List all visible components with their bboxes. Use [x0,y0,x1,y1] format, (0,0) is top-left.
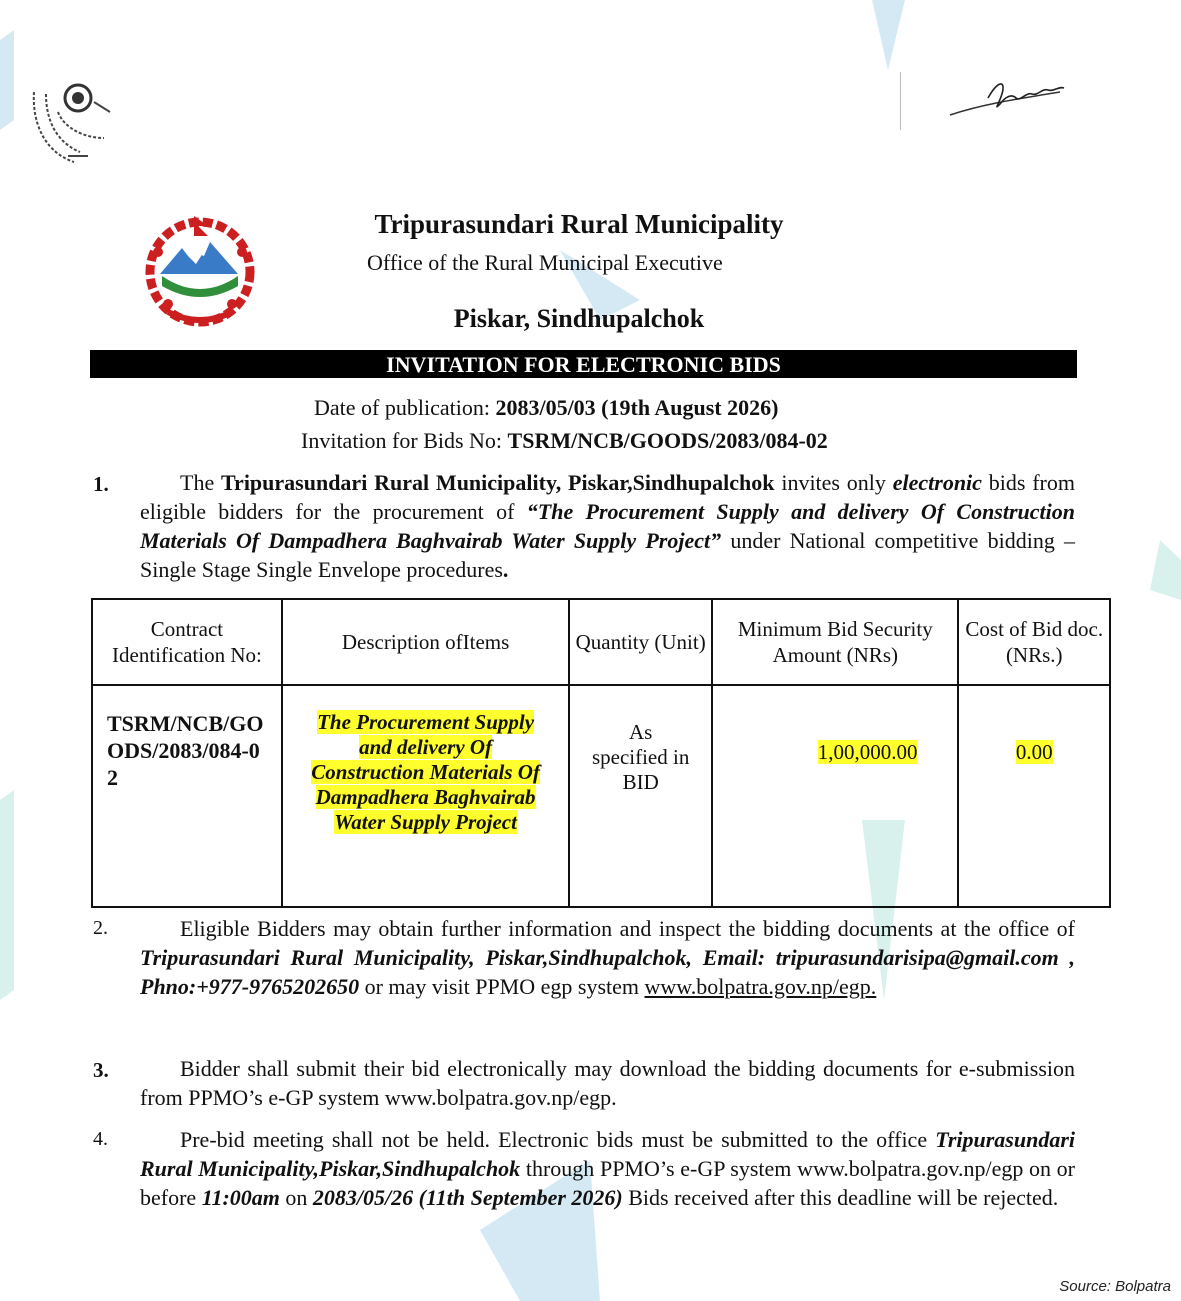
bid-table [91,598,1111,908]
bid-security-value: 1,00,000.00 [817,740,918,764]
paragraph-2 [140,914,1075,1001]
col-header-contract-id: Contract Identification No: [92,599,282,685]
para4-time: 11:00am [201,1185,280,1210]
col-header-description: Description ofItems [282,599,569,685]
invitation-banner: INVITATION FOR ELECTRONIC BIDS [90,350,1077,378]
para-number: 1. [93,472,109,496]
quantity-value: As specified in BID [591,720,690,794]
para1-electronic: electronic [892,470,982,495]
col-header-bid-security: Minimum Bid Security Amount (NRs) [712,599,958,685]
place-heading: Piskar, Sindhupalchok [453,304,705,333]
para2-contact: Tripurasundari Rural Municipality, Piskar,Sindhupalchok, Email: tripurasundarisipa@gmail.com , Phno:+977-9765202650 [140,945,1075,999]
cell-quantity [569,685,712,907]
paragraph-4 [140,1125,1075,1212]
para1-period: . [502,557,509,582]
source-credit: Source: Bolpatra [1059,1278,1171,1295]
para1-text: invites only [781,470,886,495]
table-header-row [92,599,1110,685]
bid-doc-cost-value: 0.00 [1015,740,1053,764]
ifb-number-value: TSRM/NCB/GOODS/2083/084-02 [507,428,828,453]
para-number: 4. [93,1128,108,1150]
publication-date-label: Date of publication: [314,395,490,420]
para2-text: or may visit PPMO egp system [364,974,640,999]
col-header-quantity: Quantity (Unit) [569,599,712,685]
para-number: 3. [93,1058,109,1082]
egp-link[interactable]: www.bolpatra.gov.np/egp. [644,974,877,999]
signature-mark [940,70,1070,130]
para4-text: through PPMO’s e-GP system www.bolpatra.gov.np/egp on or before [140,1156,1075,1210]
office-subtitle: Office of the Rural Municipal Executive [367,250,723,275]
para1-org: Tripurasundari Rural Municipality, Piskar,Sindhupalchok [221,470,775,495]
paragraph-1 [140,468,1075,584]
para4-deadline: 2083/05/26 (11th September 2026) [312,1185,623,1210]
para4-text: Pre-bid meeting shall not be held. Electronic bids must be submitted to the office [180,1127,928,1152]
para1-text: The [180,470,215,495]
para-number: 2. [93,917,108,939]
para2-text: Eligible Bidders may obtain further information and inspect the bidding documents at the office of [180,916,1075,941]
municipality-title: Tripurasundari Rural Municipality [374,209,784,239]
para3-text: Bidder shall submit their bid electronically may download the bidding documents for e-submission from PPMO’s e-GP system www.bolpatra.gov.np/egp. [140,1056,1075,1110]
paragraph-3 [140,1054,1075,1112]
col-header-bid-doc-cost: Cost of Bid doc. (NRs.) [958,599,1110,685]
para4-org: Tripurasundari Rural Municipality,Piskar,Sindhupalchok [140,1127,1076,1181]
description-value: The Procurement Supply and delivery Of Construction Materials Of Dampadhera Baghvairab Water Supply Project [311,710,540,834]
para1-project: “The Procurement Supply and delivery Of Construction Materials Of Dampadhera Baghvairab Water Supply Project” [140,499,1076,553]
publication-date-value: 2083/05/03 (19th August 2026) [495,395,779,420]
cell-bid-doc-cost [958,685,1110,907]
para4-text: Bids received after this deadline will be rejected. [628,1185,1059,1210]
contract-id-value: TSRM/NCB/GOODS/2083/084-02 [107,711,264,790]
publication-date [314,395,778,421]
ifb-number [301,428,828,454]
para1-text: bids from eligible bidders for the procurement of [140,470,1075,524]
table-row [92,685,1110,907]
cell-contract-id [92,685,282,907]
cell-bid-security [712,685,958,907]
divider-line [900,72,901,130]
office-stamp-seal [24,72,120,168]
para1-text: under National competitive bidding – Single Stage Single Envelope procedures [140,528,1076,582]
ifb-number-label: Invitation for Bids No: [301,428,503,453]
para4-text: on [285,1185,308,1210]
cell-description [282,685,569,907]
